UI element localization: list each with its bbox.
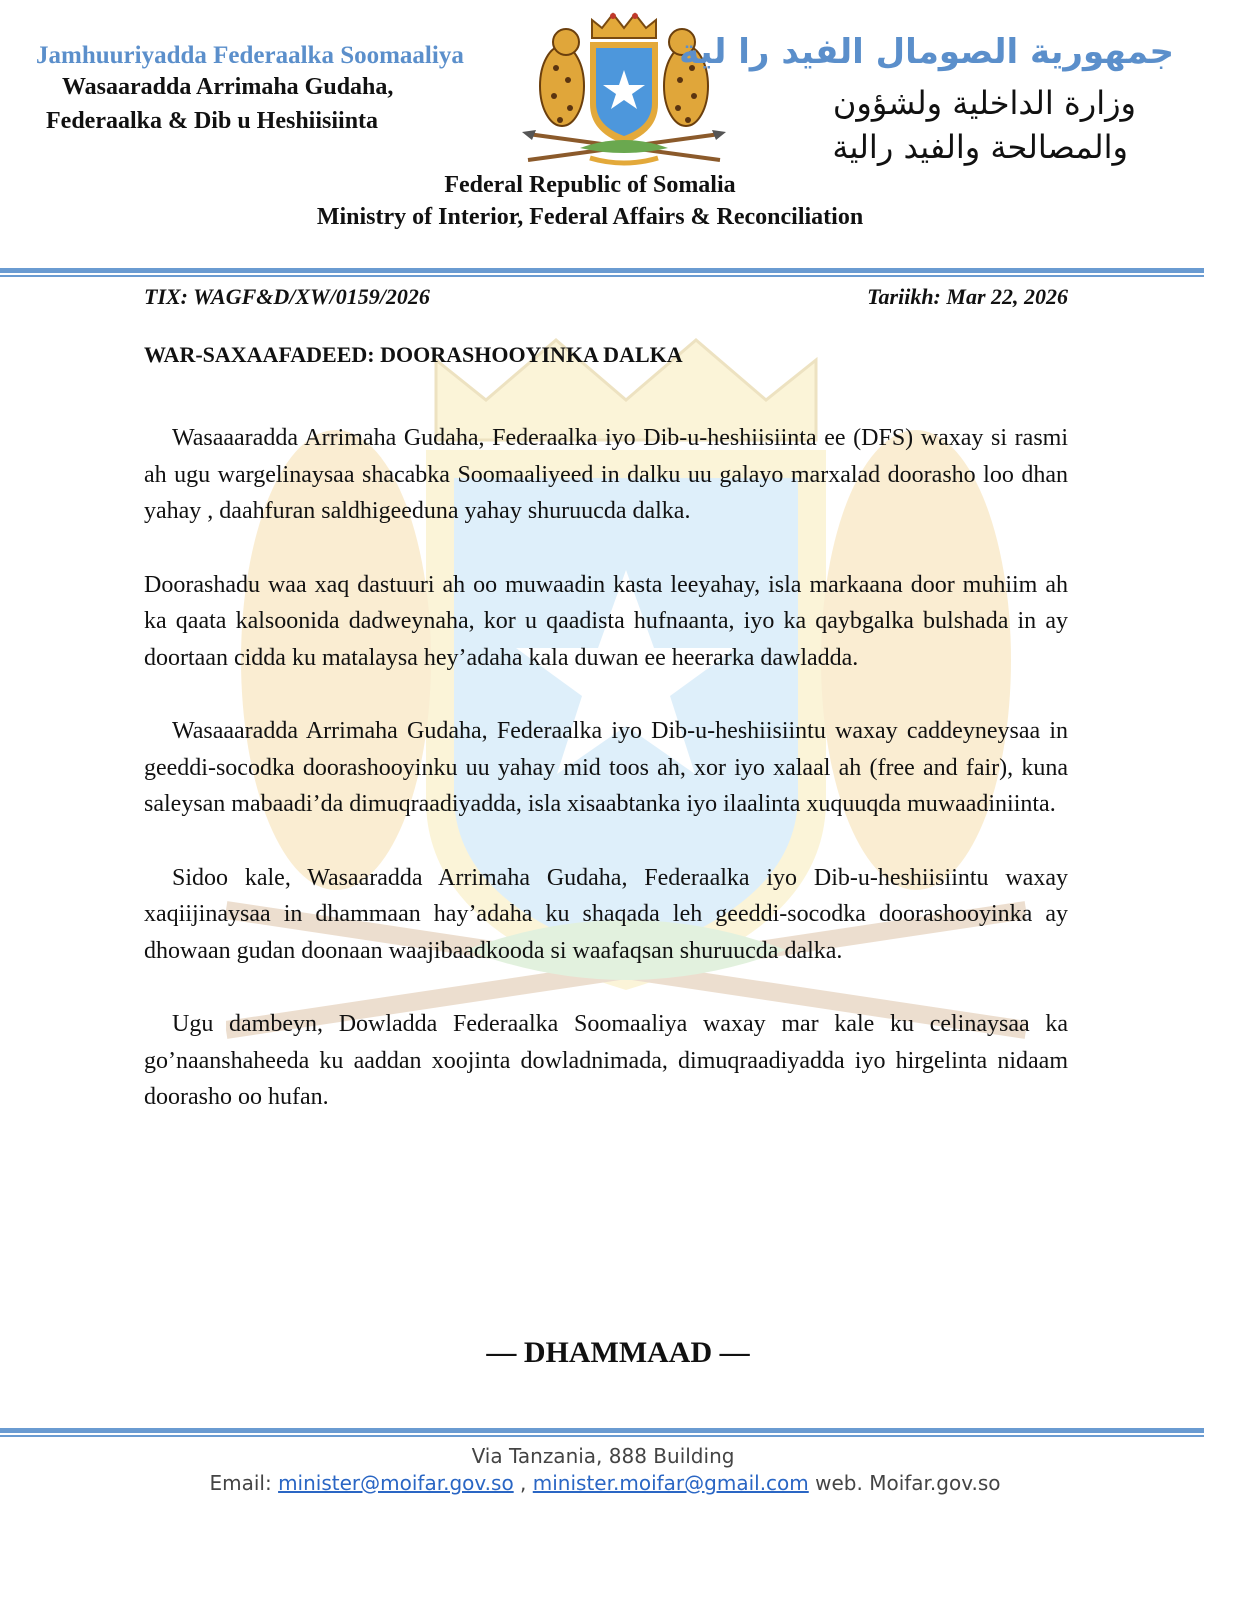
- email-separator: ,: [520, 1471, 527, 1495]
- english-country-name: Federal Republic of Somalia: [444, 172, 736, 198]
- press-release-body: [144, 420, 1068, 1153]
- document-date: Tariikh: Mar 22, 2026: [867, 284, 1068, 309]
- somali-ministry-line-1: Wasaaradda Arrimaha Gudaha,: [62, 74, 394, 100]
- somali-ministry-line-2: Federaalka & Dib u Heshiisiinta: [46, 108, 379, 134]
- footer-address: Via Tanzania, 888 Building: [471, 1444, 735, 1468]
- paragraph-5: Ugu dambeyn, Dowladda Federaalka Soomaaliya waxay mar kale ku celinaysaa ka go’naanshaheeda ku aaddan xoojinta dowladnimada, dimuqraadiyadda iyo hirgelinta nidaam doorasho oo hufan.: [144, 1011, 1068, 1110]
- header-divider: [0, 268, 1204, 278]
- closing-mark: — DHAMMAAD —: [486, 1336, 750, 1369]
- somali-country-name: Jamhuuriyadda Federaalka Soomaaliya: [36, 42, 464, 69]
- footer-contact: [0, 1471, 1210, 1495]
- press-release-title: WAR-SAXAAFADEED: DOORASHOOYINKA DALKA: [144, 342, 683, 367]
- reference-number: TIX: WAGF&D/XW/0159/2026: [144, 284, 430, 309]
- email-link-secondary[interactable]: minister.moifar@gmail.com: [532, 1471, 809, 1495]
- arabic-ministry-line-1: وزارة الداخلية ولشؤون: [832, 84, 1136, 122]
- english-ministry-name: Ministry of Interior, Federal Affairs & Reconciliation: [316, 204, 864, 230]
- paragraph-3: Wasaaaradda Arrimaha Gudaha, Federaalka iyo Dib-u-heshiisiintu waxay caddeyneysaa in geeddi-socodka doorashooyinku uu yahay mid toos ah, xor iyo xalaal ah (free and fair), kuna saleysan mabaadi’da dimuqraadiyadda, isla xisaabtanka iyo ilaalinta xuquuqda muwaadiniinta.: [144, 718, 1068, 817]
- arabic-ministry-line-2: والمصالحة والفيد رالية: [832, 128, 1128, 166]
- email-label: Email:: [209, 1471, 272, 1495]
- paragraph-4: Sidoo kale, Wasaaradda Arrimaha Gudaha, Federaalka iyo Dib-u-heshiisiintu waxay xaqiijinaysaa in dhammaan hay’adaha ku shaqada leh geeddi-socodka doorashooyinka ay dhowaan gudan doonaan waajibaadkooda si waafaqsan shuruucda dalka.: [144, 864, 1068, 964]
- paragraph-2: Doorashadu waa xaq dastuuri ah oo muwaadin kasta leeyahay, isla markaana door muhiim ah ka qaata kalsoonida dadweynaha, kor u qaadista hufnaanta, iyo ka qaybgalka bulshada in ay doortaan cidda ku matalaysa hey’adaha kala duwan ee heerarka dawladda.: [144, 571, 1068, 671]
- arabic-country-name: جمهورية الصومال الفيد را لية: [679, 32, 1174, 72]
- email-link-primary[interactable]: minister@moifar.gov.so: [278, 1471, 514, 1495]
- footer-divider: [0, 1428, 1204, 1438]
- website-text: web. Moifar.gov.so: [815, 1471, 1001, 1495]
- paragraph-1: Wasaaaradda Arrimaha Gudaha, Federaalka iyo Dib-u-heshiisiinta ee (DFS) waxay si rasmi ah ugu wargelinaysaa shacabka Soomaaliyeed in dalku uu galayo marxalad doorasho loo dhan yahay , daahfuran saldhigeeduna yahay shuruucda dalka.: [144, 425, 1068, 524]
